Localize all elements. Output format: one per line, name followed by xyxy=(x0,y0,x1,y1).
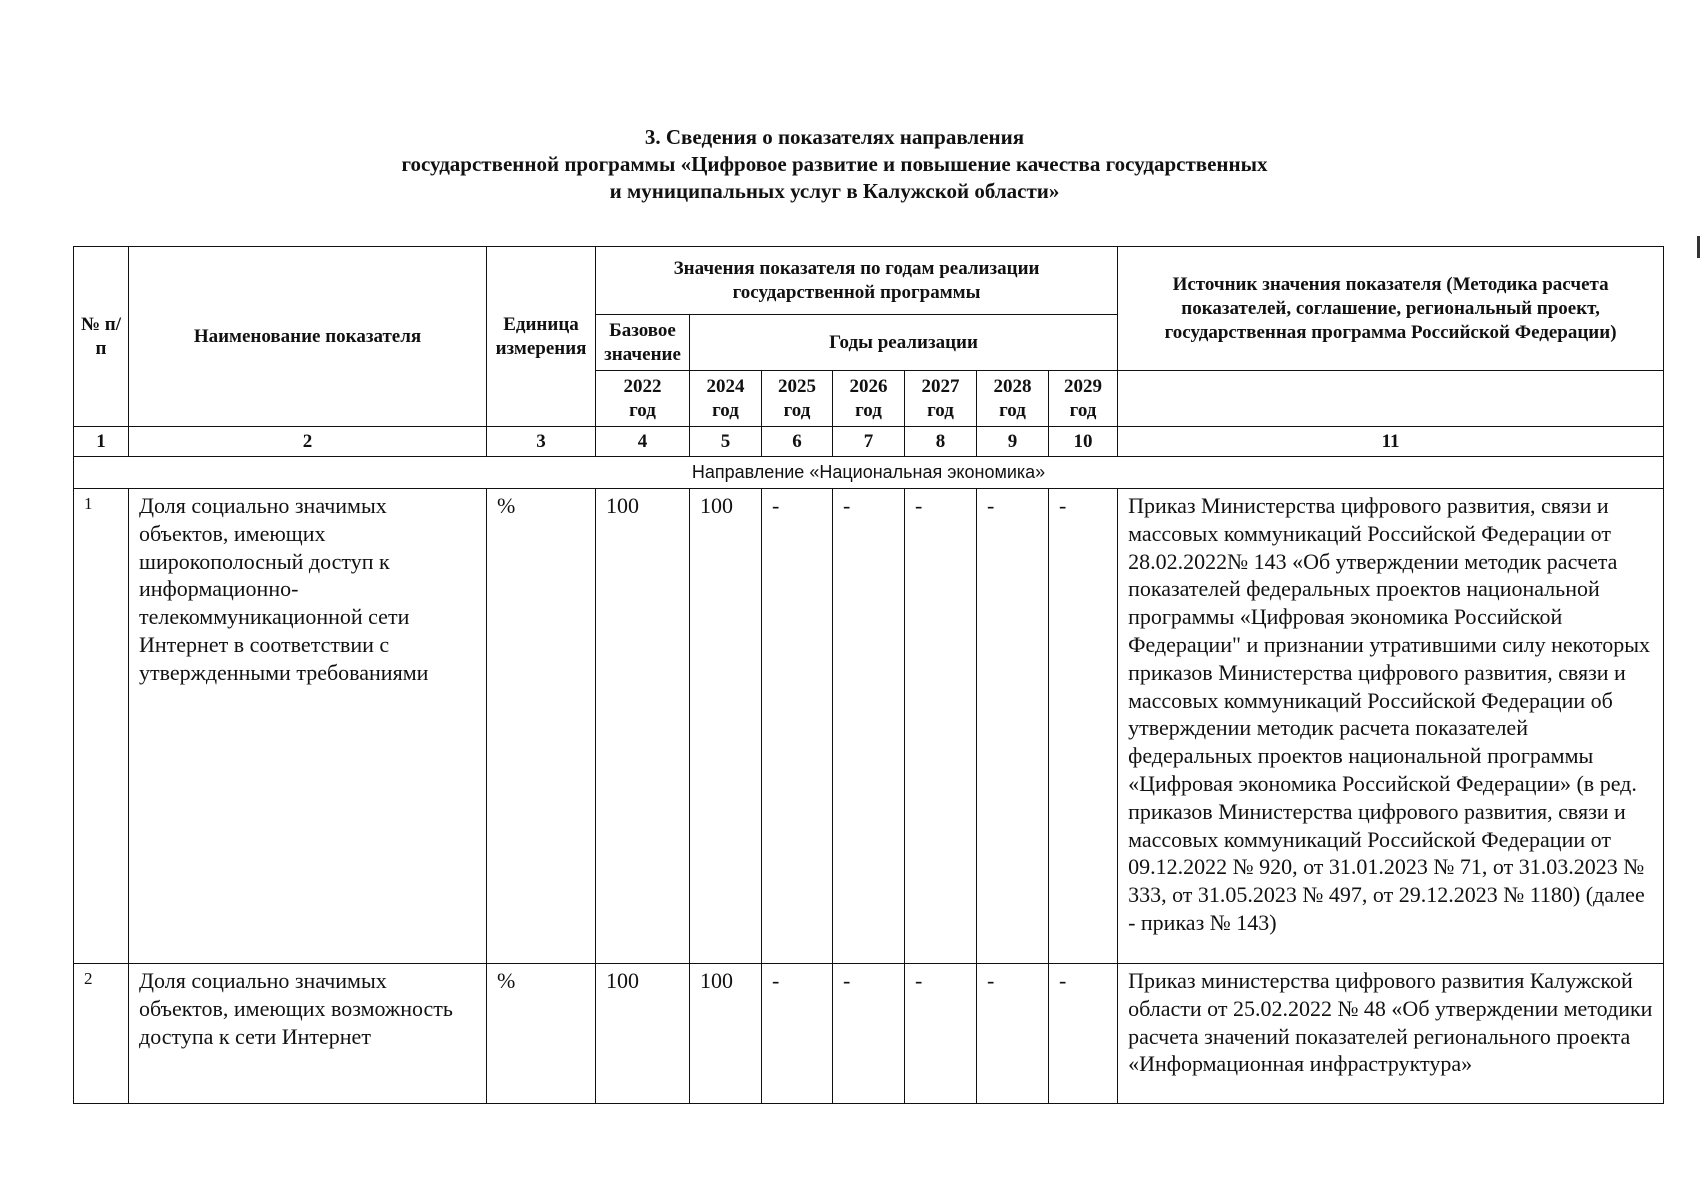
title-line-2: государственной программы «Цифровое развитие и повышение качества государственных xyxy=(401,152,1268,176)
row-unit: % xyxy=(487,964,596,1104)
header-year-2025: 2025 год xyxy=(762,371,833,427)
title-line-3: и муниципальных услуг в Калужской области» xyxy=(609,179,1060,203)
header-year-2029: 2029 год xyxy=(1049,371,1118,427)
column-number: 10 xyxy=(1049,427,1118,457)
column-number: 2 xyxy=(129,427,487,457)
column-number: 4 xyxy=(596,427,690,457)
column-number: 7 xyxy=(833,427,905,457)
header-name: Наименование показателя xyxy=(129,247,487,427)
column-number: 8 xyxy=(905,427,977,457)
row-source: Приказ Министерства цифрового развития, связи и массовых коммуникаций Российской Федерации от 28.02.2022№ 143 «Об утверждении методик расчета показателей федеральных проектов национальной программы «Цифровая экономика Российской Федерации" и признании утратившими силу некоторых приказов Министерства цифрового развития, связи и массовых коммуникаций Российской Федерации об утверждении методик расчета показателей федеральных проектов национальной программы «Цифровая экономика Российской Федерации» (в ред. приказов Министерства цифрового развития, связи и массовых коммуникаций Российской Федерации от 09.12.2022 № 920, от 31.01.2023 № 71, от 31.03.2023 № 333, от 31.05.2023 № 497, от 29.12.2023 № 1180) (далее - приказ № 143) xyxy=(1118,489,1664,964)
row-value-2026: - xyxy=(833,489,905,964)
row-value-2027: - xyxy=(905,489,977,964)
column-numbers-row xyxy=(74,427,1664,457)
header-years-group: Годы реализации xyxy=(690,315,1118,371)
row-value-2029: - xyxy=(1049,964,1118,1104)
row-base-value: 100 xyxy=(596,964,690,1104)
row-value-2024: 100 xyxy=(690,964,762,1104)
row-value-2029: - xyxy=(1049,489,1118,964)
column-number: 1 xyxy=(74,427,129,457)
column-number: 6 xyxy=(762,427,833,457)
column-number: 5 xyxy=(690,427,762,457)
row-value-2027: - xyxy=(905,964,977,1104)
column-number: 3 xyxy=(487,427,596,457)
row-name: Доля социально значимых объектов, имеющих широкополосный доступ к информационно-телекоммуникационной сети Интернет в соответствии с утвержденными требованиями xyxy=(129,489,487,964)
row-num: 2 xyxy=(74,964,129,1104)
row-source: Приказ министерства цифрового развития Калужской области от 25.02.2022 № 48 «Об утверждении методики расчета значений показателей регионального проекта «Информационная инфраструктура» xyxy=(1118,964,1664,1104)
header-base: Базовое значение xyxy=(596,315,690,371)
header-source: Источник значения показателя (Методика расчета показателей, соглашение, региональный проект, государственная программа Российской Федерации) xyxy=(1118,247,1664,371)
header-year-2022: 2022 год xyxy=(596,371,690,427)
row-base-value: 100 xyxy=(596,489,690,964)
row-value-2026: - xyxy=(833,964,905,1104)
title-line-1: 3. Сведения о показателях направления xyxy=(644,125,1025,149)
header-year-2027: 2027 год xyxy=(905,371,977,427)
indicators-table xyxy=(73,246,1664,1104)
table-row xyxy=(74,489,1664,964)
header-values-group: Значения показателя по годам реализации государственной программы xyxy=(596,247,1118,315)
document-title xyxy=(0,124,1687,205)
row-num: 1 xyxy=(74,489,129,964)
row-value-2025: - xyxy=(762,964,833,1104)
column-number: 11 xyxy=(1118,427,1664,457)
column-number: 9 xyxy=(977,427,1049,457)
header-source-empty xyxy=(1118,371,1664,427)
row-unit: % xyxy=(487,489,596,964)
scan-edge-mark xyxy=(1697,236,1700,258)
header-unit: Единица измерения xyxy=(487,247,596,427)
table-row xyxy=(74,964,1664,1104)
row-value-2025: - xyxy=(762,489,833,964)
row-value-2024: 100 xyxy=(690,489,762,964)
header-year-2028: 2028 год xyxy=(977,371,1049,427)
header-year-2026: 2026 год xyxy=(833,371,905,427)
header-year-2024: 2024 год xyxy=(690,371,762,427)
row-value-2028: - xyxy=(977,964,1049,1104)
section-label: Направление «Национальная экономика» xyxy=(74,457,1664,489)
section-row xyxy=(74,457,1664,489)
row-value-2028: - xyxy=(977,489,1049,964)
header-num: № п/п xyxy=(74,247,129,427)
row-name: Доля социально значимых объектов, имеющих возможность доступа к сети Интернет xyxy=(129,964,487,1104)
